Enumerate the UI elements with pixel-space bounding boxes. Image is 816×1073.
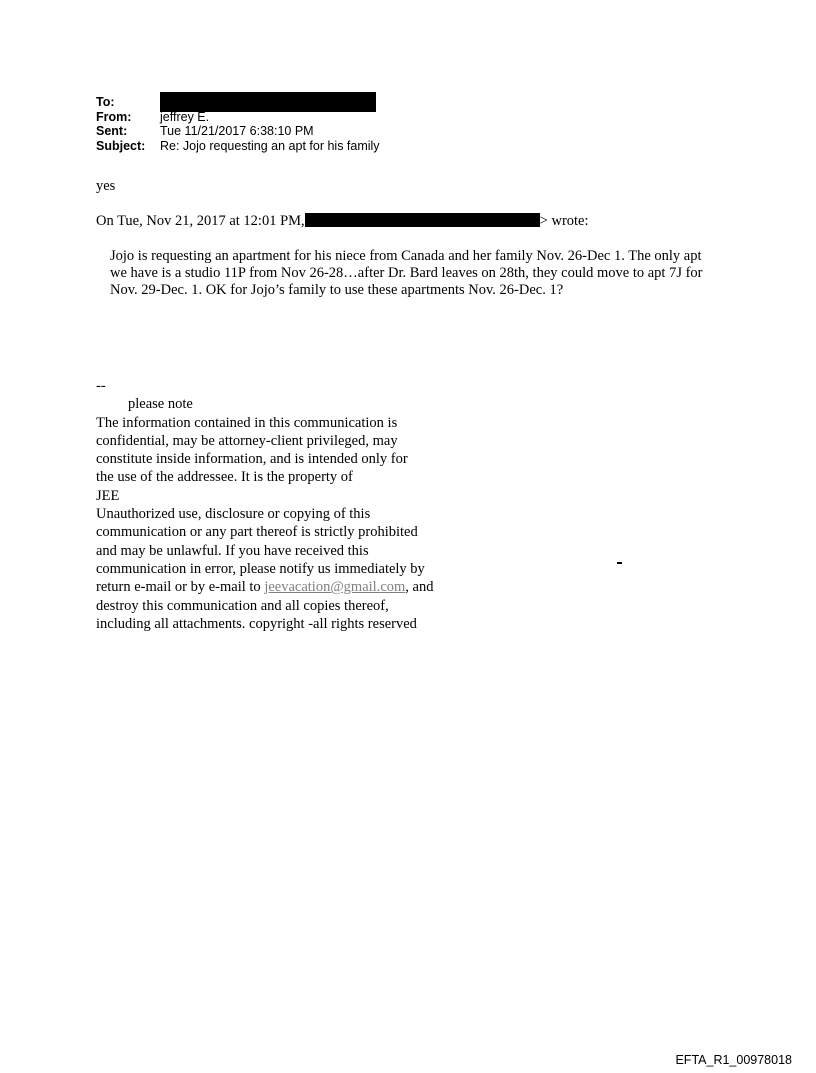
sent-row: [96, 124, 380, 139]
disclaimer-line: destroy this communication and all copies thereof,: [96, 597, 389, 614]
disclaimer-line: The information contained in this communication is: [96, 414, 398, 431]
redacted-sender: [305, 213, 540, 227]
signature-note: please note: [128, 396, 193, 413]
signature-separator: --: [96, 378, 106, 394]
email-link[interactable]: jeevacation@gmail.com: [264, 579, 406, 596]
document-id: EFTA_R1_00978018: [675, 1053, 792, 1067]
to-label: To:: [96, 95, 115, 109]
disclaimer-line: and may be unlawful. If you have received this: [96, 542, 369, 559]
quote-attribution: [96, 213, 589, 230]
sent-value: Tue 11/21/2017 6:38:10 PM: [160, 124, 314, 138]
disclaimer-line: confidential, may be attorney-client privileged, may: [96, 432, 398, 449]
quoted-message: [110, 248, 720, 299]
disclaimer-text: return e-mail or by e-mail to: [96, 579, 265, 596]
disclaimer-line: constitute inside information, and is intended only for: [96, 451, 408, 468]
disclaimer-text: , and: [405, 579, 434, 596]
disclaimer-line: communication in error, please notify us immediately by: [96, 560, 425, 577]
attribution-suffix: > wrote:: [539, 213, 589, 229]
disclaimer-line: including all attachments. copyright -all rights reserved: [96, 615, 417, 632]
subject-row: [96, 139, 380, 154]
email-header: [96, 95, 380, 153]
subject-value: Re: Jojo requesting an apt for his family: [160, 138, 380, 153]
stray-dash-mark: [617, 562, 622, 564]
disclaimer-line: JEE: [96, 487, 120, 504]
to-row: [96, 95, 380, 110]
disclaimer-line: communication or any part thereof is strictly prohibited: [96, 524, 418, 541]
disclaimer-line: Unauthorized use, disclosure or copying of this: [96, 506, 371, 523]
sent-label: Sent:: [96, 124, 128, 138]
disclaimer-line: the use of the addressee. It is the property of: [96, 469, 353, 486]
reply-text: yes: [96, 178, 116, 194]
from-value: jeffrey E.: [160, 109, 210, 124]
quoted-message-text: Jojo is requesting an apartment for his niece from Canada and her family Nov. 26-Dec 1. The only apt we have is a studio 11P from Nov 26-28…after Dr. Bard leaves on 28th, they could move to apt 7J for Nov. 29-Dec. 1. OK for Jojo’s family to use these apartments Nov. 26-Dec. 1?: [110, 248, 703, 298]
disclaimer-line-with-link: [96, 579, 516, 597]
attribution-prefix: On Tue, Nov 21, 2017 at 12:01 PM,: [96, 213, 305, 229]
from-label: From:: [96, 109, 132, 124]
email-signature: [96, 378, 516, 634]
subject-label: Subject:: [96, 138, 146, 153]
